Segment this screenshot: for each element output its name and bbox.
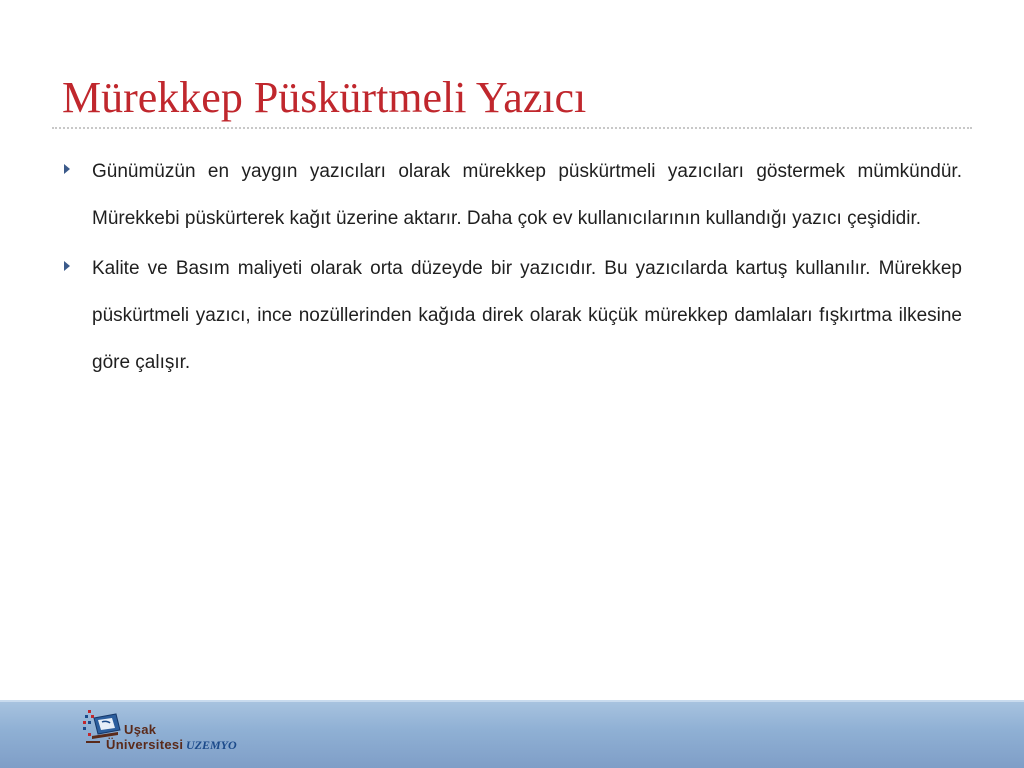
footer-highlight	[0, 700, 1024, 702]
bullet-arrow-icon	[64, 164, 70, 174]
university-logo	[82, 708, 262, 764]
bullet-text: Kalite ve Basım maliyeti olarak orta düzeyde bir yazıcıdır. Bu yazıcılarda kartuş kullanılır. Mürekkep püskürtmeli yazıcı, ince nozüllerinden kağıda direk olarak küçük mürekkep damlaları fışkırtma ilkesine göre çalışır.	[92, 258, 962, 373]
logo-text-university: Üniversitesi	[106, 737, 184, 752]
slide-title: Mürekkep Püskürtmeli Yazıcı	[62, 73, 587, 122]
bullet-arrow-icon	[64, 261, 70, 271]
list-item	[62, 245, 962, 386]
title-divider	[52, 127, 972, 129]
list-item	[62, 148, 962, 242]
footer-bar	[0, 700, 1024, 768]
logo-text-city: Uşak	[124, 722, 157, 737]
logo-text-unit: UZEMYO	[186, 738, 237, 752]
bullet-text: Günümüzün en yaygın yazıcıları olarak mürekkep püskürtmeli yazıcıları göstermek mümkündür. Mürekkebi püskürterek kağıt üzerine aktarır. Daha çok ev kullanıcılarının kullandığı yazıcı çeşididir.	[92, 161, 962, 229]
bullet-list	[62, 148, 962, 389]
